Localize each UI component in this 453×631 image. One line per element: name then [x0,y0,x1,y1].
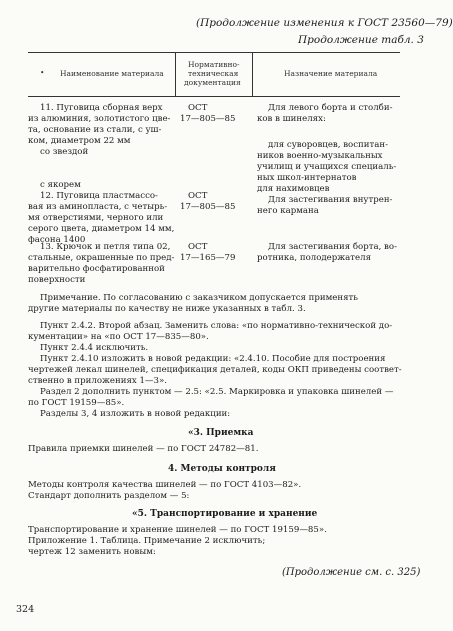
body-line-2: кументации» на «по ОСТ 17—835—80». [28,332,209,342]
row11-purpose2-l1: для суворовцев, воспитан- [268,140,389,150]
row11-purpose-l1: Для левого борта и столби- [268,103,393,113]
row13-purpose-l1: Для застегивания борта, во- [268,242,397,252]
row13-name-l2: стальные, окрашенные по пред- [28,253,175,263]
section-5-text-l1: Транспортирование и хранение шинелей — по ГОСТ 19159—85». [28,525,327,535]
row12-name-l4: серого цвета, диаметром 14 мм, [28,224,175,234]
section-5-text-l3: чертеж 12 заменить новым: [28,547,156,557]
table-col-divider-1 [175,52,176,96]
body-line-5: чертежей лекал шинелей, спецификация деталей, коды ОКП приведены соответ- [28,365,402,375]
table-header-bottom-rule [28,96,400,97]
row12-name-l1: 12. Пуговица пластмассо- [40,191,158,201]
row12-purpose-l1: Для застегивания внутрен- [268,195,393,205]
body-line-8: по ГОСТ 19159—85». [28,398,125,408]
column-header-doc-line2: техническая [188,69,239,78]
body-line-4: Пункт 2.4.10 изложить в новой редакции: «2.4.10. Пособие для построения [40,354,386,364]
column-header-doc-line1: Нормативно- [188,60,240,69]
row12-name-l5: фасона 1400 [28,235,86,245]
table-bullet: • [40,68,45,77]
body-line-6: ственно в приложениях 1—3». [28,376,167,386]
row11-anchor-variant: с якорем [40,180,81,190]
row11-purpose2-l4: ных школ-интернатов [257,173,357,183]
section-5-text-l2: Приложение 1. Таблица. Примечание 2 исключить; [28,536,266,546]
row11-name-l2: из алюминия, золотистого цве- [28,114,171,124]
row12-name-l3: мя отверстиями, черного или [28,213,164,223]
row12-name-l2: вая из аминопласта, с четырь- [28,202,168,212]
row11-purpose2-l5: для нахимовцев [257,184,330,194]
table-top-rule [28,52,400,53]
row11-doc-l1: ОСТ [188,103,208,113]
row12-doc-l1: ОСТ [188,191,208,201]
row12-purpose-l2: него кармана [257,206,319,216]
body-line-9: Разделы 3, 4 изложить в новой редакции: [40,409,231,419]
body-line-7: Раздел 2 дополнить пунктом — 2.5: «2.5. Маркировка и упаковка шинелей — [40,387,394,397]
row11-name-l3: та, основание из стали, с уш- [28,125,162,135]
row11-name-l5: со звездой [40,147,89,157]
page-number: 324 [16,604,35,615]
row13-name-l1: 13. Крючок и петля типа 02, [40,242,171,252]
section-4-text-l2: Стандарт дополнить разделом — 5: [28,491,190,501]
row13-doc-l1: ОСТ [188,242,208,252]
body-line-1: Пункт 2.4.2. Второй абзац. Заменить слова: «по нормативно-технической до- [40,321,393,331]
row13-purpose-l2: ротника, полодержателя [257,253,372,263]
column-header-name: Наименование материала [60,69,164,78]
section-3-text: Правила приемки шинелей — по ГОСТ 24782—81. [28,444,259,454]
column-header-purpose: Назначение материала [284,69,378,78]
row11-purpose2-l3: училищ и учащихся специаль- [257,162,397,172]
footer-continuation: (Продолжение см. с. 325) [282,567,421,578]
table-note-l2: другие материалы по качеству не ниже указанных в табл. 3. [28,304,306,314]
section-5-title: «5. Транспортирование и хранение [132,509,318,519]
section-3-title: «3. Приемка [188,428,254,438]
row11-purpose-l2: ков в шинелях: [257,114,326,124]
body-line-3: Пункт 2.4.4 исключить. [40,343,149,353]
table-continuation-label: Продолжение табл. 3 [298,34,424,46]
column-header-doc-line3: документация [184,78,241,87]
row13-name-l3: варительно фосфатированной [28,264,165,274]
row13-doc-l2: 17—165—79 [180,253,236,263]
row12-doc-l2: 17—805—85 [180,202,236,212]
row11-name-l4: ком, диаметром 22 мм [28,136,131,146]
row11-name-l1: 11. Пуговица сборная верх [40,103,163,113]
table-col-divider-2 [252,52,253,96]
row13-name-l4: поверхности [28,275,86,285]
table-note-l1: Примечание. По согласованию с заказчиком допускается применять [40,293,358,303]
row11-doc-l2: 17—805—85 [180,114,236,124]
section-4-title: 4. Методы контроля [168,464,276,474]
row11-purpose2-l2: ников военно-музыкальных [257,151,383,161]
continuation-header: (Продолжение изменения к ГОСТ 23560—79) [196,17,453,29]
section-4-text-l1: Методы контроля качества шинелей — по ГОСТ 4103—82». [28,480,302,490]
